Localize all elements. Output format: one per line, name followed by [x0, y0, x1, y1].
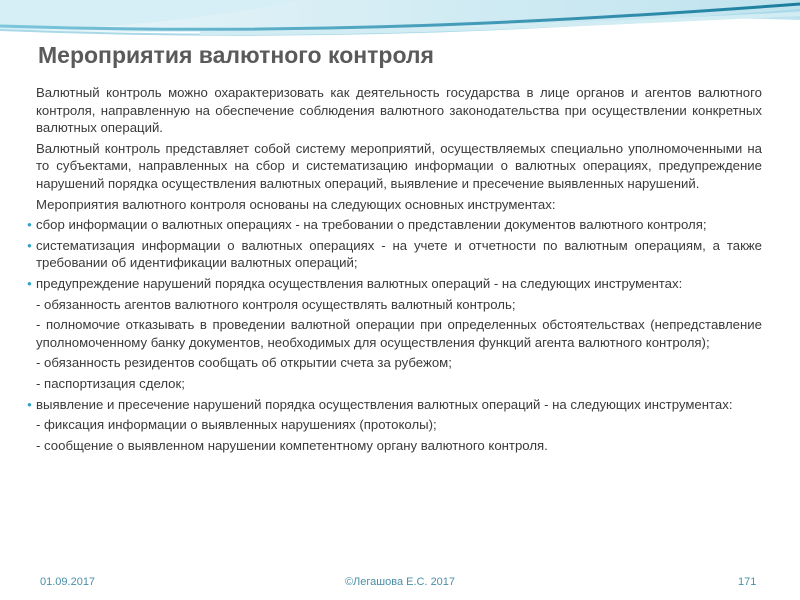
sub-item: - сообщение о выявленном нарушении компетентному органу валютного контроля.	[36, 437, 548, 453]
sub-item: - фиксация информации о выявленных нарушениях (протоколы);	[36, 417, 437, 433]
paragraph: Валютный контроль можно охарактеризовать как деятельность государства в лице органов и агентов валютного контроля, направленную на обеспечение соблюдения валютного законодательства при осуществлении конкретных валютных операций.	[36, 85, 762, 136]
bullet-item: ● сбор информации о валютных операциях - на требовании о представлении документов валютного контроля;	[36, 216, 762, 234]
bullet-item: ● предупреждение нарушений порядка осуществления валютных операций - на следующих инструментах:	[36, 275, 762, 293]
footer-date: 01.09.2017	[40, 576, 96, 588]
paragraph: Валютный контроль представляет собой систему мероприятий, осуществляемых специально уполномоченными на то субъектами, направленных на сбор и систематизацию информации о валютных операциях, предупреждение нарушений порядка осуществления валютных операций, выявление и пресечение выявленных нарушений.	[36, 140, 762, 191]
footer-copyright: ©Легашова Е.С. 2017	[344, 576, 456, 588]
paragraph: Мероприятия валютного контроля основаны на следующих основных инструментах:	[36, 196, 556, 212]
bullet-item: ● систематизация информации о валютных операциях - на учете и отчетности по валютным операциям, а также требовании об идентификации валютных операций;	[36, 237, 762, 272]
sub-item: - обязанность агентов валютного контроля осуществлять валютный контроль;	[36, 296, 516, 312]
sub-item: - паспортизация сделок;	[36, 375, 185, 391]
sub-item: - обязанность резидентов сообщать об открытии счета за рубежом;	[36, 355, 452, 371]
slide-title: Мероприятия валютного контроля	[38, 42, 434, 68]
slide-content	[36, 84, 762, 457]
sub-item: - полномочие отказывать в проведении валютной операции при определенных обстоятельствах (непредставление уполномоченному банку документов, необходимых для осуществления функций агента валютного контроля);	[36, 317, 762, 350]
page-number: 171	[738, 576, 757, 588]
bullet-item: ● выявление и пресечение нарушений порядка осуществления валютных операций - на следующих инструментах:	[36, 396, 762, 414]
